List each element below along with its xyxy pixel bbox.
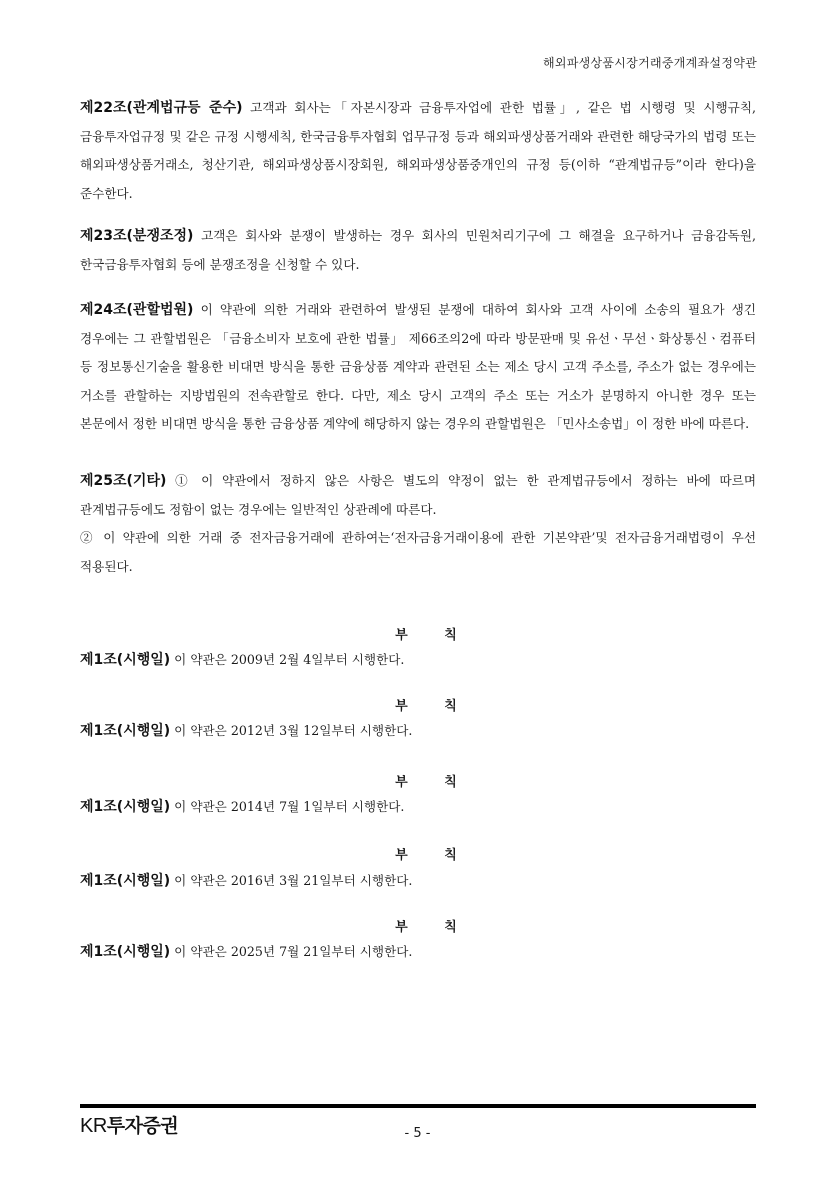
- footer-divider: [80, 1104, 756, 1108]
- article-heading: 제23조(분쟁조정): [80, 228, 194, 244]
- article-body: 고객과 회사는「자본시장과 금융투자업에 관한 법률」, 같은 법 시행령 및 시행규칙, 금융투자업규정 및 같은 규정 시행세칙, 한국금융투자협회 업무규정 등과 해외파생상품거래와 관련한 해당국가의 법령 또는 해외파생상품거래소, 청산기관, 해외파생상품시장회원, 해외파생상품중개인의 규정 등(이하 “관계법규등”이라 한다)을 준수한다.: [80, 100, 756, 201]
- supplementary-article: [80, 941, 756, 961]
- logo-name: 투자증권: [106, 1116, 179, 1137]
- article-body-item-2: ② 이 약관에 의한 거래 중 전자금융거래에 관하여는‘전자금융거래이용에 관한 기본약관’및 전자금융거래법령이 우선 적용된다.: [80, 530, 756, 574]
- supplementary-heading: 제1조(시행일): [80, 799, 171, 815]
- page-number: - 5 -: [404, 1126, 431, 1141]
- article-25: [80, 467, 756, 581]
- supplementary-title: 부 칙: [395, 920, 473, 935]
- supplementary-title: 부 칙: [395, 699, 473, 714]
- article-heading: 제22조(관계법규등 준수): [80, 100, 243, 116]
- article-heading: 제25조(기타): [80, 473, 167, 489]
- article-24: [80, 296, 756, 439]
- supplementary-text: 이 약관은 2025년 7월 21일부터 시행한다.: [170, 944, 413, 959]
- article-22: [80, 94, 756, 208]
- supplementary-heading: 제1조(시행일): [80, 723, 171, 739]
- supplementary-title: 부 칙: [395, 848, 473, 863]
- supplementary-article: [80, 870, 756, 890]
- article-body: 이 약관에 의한 거래와 관련하여 발생된 분쟁에 대하여 회사와 고객 사이에 소송의 필요가 생긴 경우에는 그 관할법원은 「금융소비자 보호에 관한 법률」 제66조의2에 따라 방문판매 및 유선ㆍ무선ㆍ화상통신ㆍ컴퓨터 등 정보통신기술을 활용한 비대면 방식을 통한 금융상품 계약과 관련된 소는 제소 당시 고객 주소를, 주소가 없는 경우에는 거소를 관할하는 지방법원의 전속관할로 한다. 다만, 제소 당시 고객의 주소 또는 거소가 분명하지 아니한 경우 또는 본문에서 정한 비대면 방식을 통한 금융상품 계약에 해당하지 않는 경우의 관할법원은 「민사소송법」이 정한 바에 따른다.: [80, 302, 756, 431]
- supplementary-title: 부 칙: [395, 775, 473, 790]
- supplementary-heading: 제1조(시행일): [80, 652, 171, 668]
- supplementary-article: [80, 649, 756, 669]
- supplementary-text: 이 약관은 2014년 7월 1일부터 시행한다.: [170, 799, 405, 814]
- supplementary-text: 이 약관은 2009년 2월 4일부터 시행한다.: [170, 652, 405, 667]
- document-header-title: 해외파생상품시장거래중개계좌설정약관: [542, 56, 757, 70]
- article-body: 고객은 회사와 분쟁이 발생하는 경우 회사의 민원처리기구에 그 해결을 요구하거나 금융감독원, 한국금융투자협회 등에 분쟁조정을 신청할 수 있다.: [80, 228, 756, 272]
- article-23: [80, 222, 756, 279]
- supplementary-heading: 제1조(시행일): [80, 873, 171, 889]
- supplementary-text: 이 약관은 2012년 3월 12일부터 시행한다.: [170, 723, 413, 738]
- article-heading: 제24조(관할법원): [80, 302, 194, 318]
- supplementary-heading: 제1조(시행일): [80, 944, 171, 960]
- supplementary-text: 이 약관은 2016년 3월 21일부터 시행한다.: [170, 873, 413, 888]
- logo-kr: KR: [80, 1115, 107, 1137]
- supplementary-article: [80, 720, 756, 740]
- article-body: ① 이 약관에서 정하지 않은 사항은 별도의 약정이 없는 한 관계법규등에서 정하는 바에 따르며 관계법규등에도 정함이 없는 경우에는 일반적인 상관례에 따른다.: [80, 473, 756, 517]
- supplementary-article: [80, 796, 756, 816]
- supplementary-title: 부 칙: [395, 628, 473, 643]
